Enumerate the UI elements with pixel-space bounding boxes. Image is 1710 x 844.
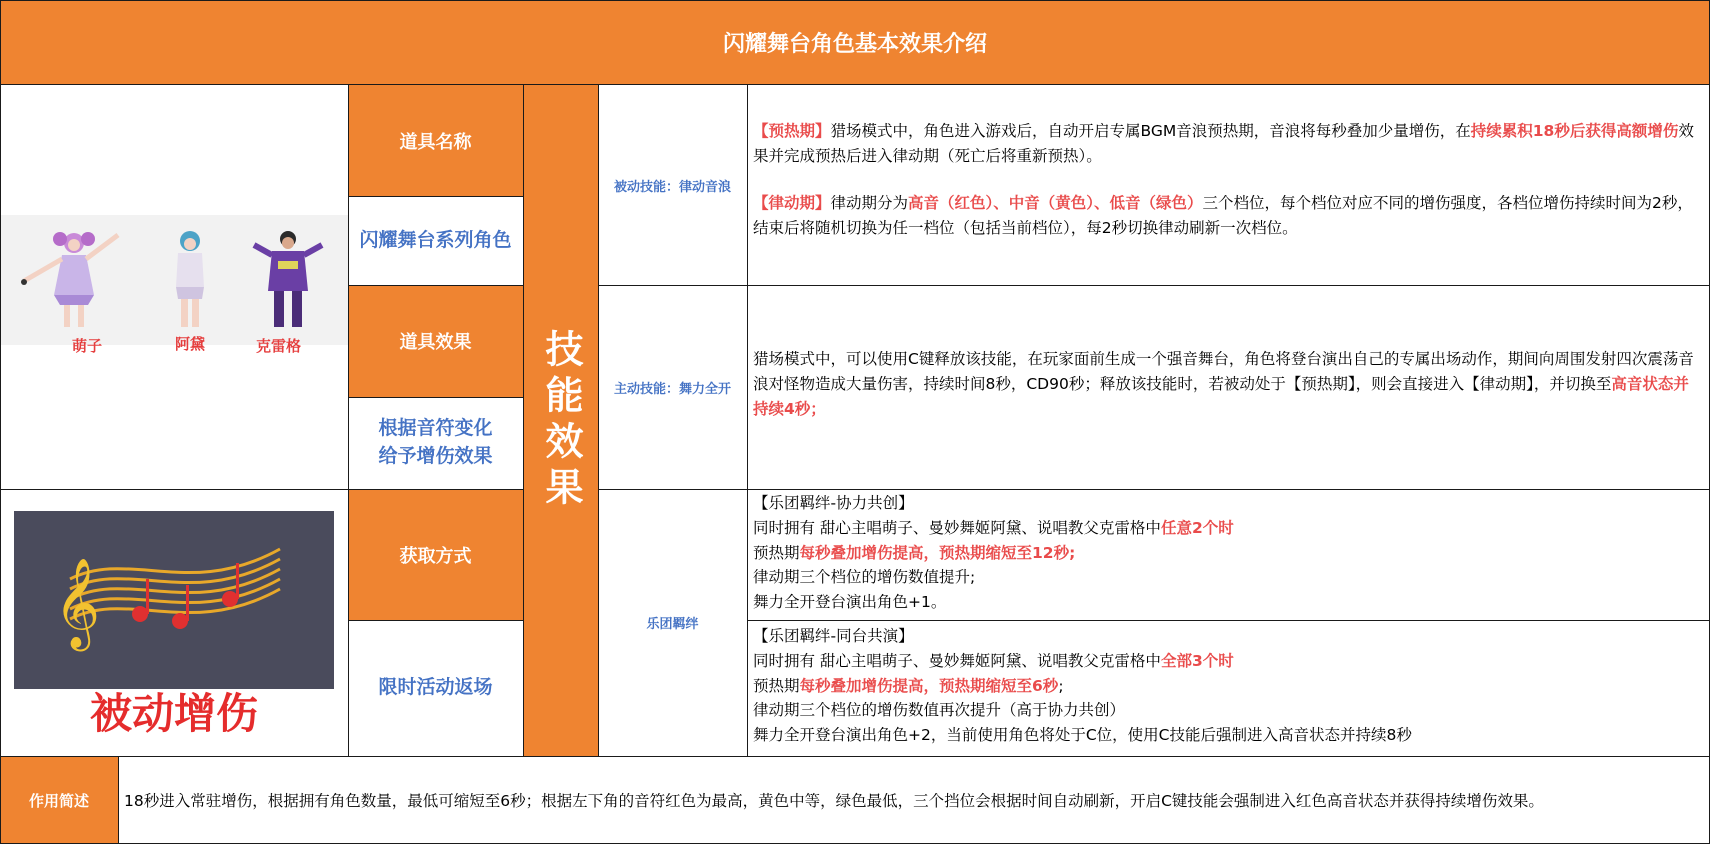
bond2-line1-highlight: 全部3个时 xyxy=(1160,651,1234,670)
bond2-line4: 舞力全开登台演出角色+2，当前使用角色将处于C位，使用C技能后强制进入高音状态并持续8秒 xyxy=(753,726,1412,745)
prop-name-value: 闪耀舞台系列角色 xyxy=(359,228,512,251)
bond-skill-label-cell xyxy=(598,489,747,756)
skill-header-cell xyxy=(523,85,598,756)
character-adai-figure xyxy=(160,225,220,330)
grid-line xyxy=(348,397,523,398)
prop-effect-value-cell xyxy=(348,397,523,489)
characters-image xyxy=(0,85,348,489)
bond1-line2 xyxy=(753,541,1704,566)
grid-line xyxy=(348,85,349,756)
svg-text:𝄞: 𝄞 xyxy=(54,558,101,648)
prop-effect-label: 道具效果 xyxy=(399,332,472,353)
bond2-line2-highlight: 每秒叠加增伤提高，预热期缩短至6秒 xyxy=(799,676,1059,695)
skill-header: 技能效果 xyxy=(539,328,584,513)
active-skill-label: 主动技能：舞力全开 xyxy=(613,381,731,397)
bond2-line1-text: 同时拥有 甜心主唱萌子、曼妙舞姬阿黛、说唱教父克雷格中 xyxy=(753,651,1161,670)
bond1-line1-highlight: 任意2个时 xyxy=(1160,518,1234,537)
summary-label-cell xyxy=(0,756,118,844)
grid-line xyxy=(118,756,119,844)
warmup-tag: 【预热期】 xyxy=(753,122,831,140)
active-skill-desc xyxy=(747,285,1710,489)
grid-line xyxy=(0,0,1,844)
active-highlight: 高音状态并持续4秒； xyxy=(753,375,1689,419)
bond1-title: 【乐团羁绊-协力共创】 xyxy=(753,494,914,512)
bond2-line2 xyxy=(753,674,1704,699)
prop-source-label: 获取方式 xyxy=(399,545,472,567)
passive-badge-image xyxy=(0,489,348,756)
bond1-line1-text: 同时拥有 甜心主唱萌子、曼妙舞姬阿黛、说唱教父克雷格中 xyxy=(753,518,1161,537)
grid-line xyxy=(0,756,1710,757)
rhythm-text2: 三个档位，每个档位对应不同的增伤强度，各档位增伤持续时间为2秒，结束后将随机切换为任一档位（包括当前档位），每2秒切换律动刷新一次档位。 xyxy=(753,194,1693,238)
bond2-line2-text: 预热期 xyxy=(753,676,800,695)
passive-skill-label: 被动技能：律动音浪 xyxy=(613,179,731,195)
grid-line xyxy=(747,620,1710,621)
music-note-icon xyxy=(40,529,310,669)
passive-skill-desc xyxy=(747,85,1710,285)
page-title: 闪耀舞台角色基本效果介绍 xyxy=(0,0,1710,85)
grid-line xyxy=(348,620,523,621)
prop-name-value-cell xyxy=(348,196,523,285)
warmup-text2: 效果并完成预热后进入律动期（死亡后将重新预热）。 xyxy=(753,122,1694,166)
active-skill-label-cell xyxy=(598,285,747,489)
prop-name-label-cell xyxy=(348,85,523,196)
rhythm-tag: 【律动期】 xyxy=(753,194,831,213)
grid-line xyxy=(0,84,1710,85)
grid-line xyxy=(0,489,523,490)
prop-source-value: 限时活动返场 xyxy=(378,676,493,699)
prop-name-label: 道具名称 xyxy=(399,131,472,153)
bond2-desc xyxy=(747,620,1710,756)
bond1-line2-text: 预热期 xyxy=(753,543,800,562)
bond1-line4: 舞力全开登台演出角色+1。 xyxy=(753,593,947,612)
grid-line xyxy=(598,489,1710,490)
bond1-desc xyxy=(747,489,1710,620)
character-name-craig: 克雷格 xyxy=(256,337,302,355)
character-craig-figure xyxy=(248,225,328,330)
bond-skill-label: 乐团羁绊 xyxy=(646,617,699,632)
character-name-adai: 阿黛 xyxy=(175,335,206,353)
bond2-title: 【乐团羁绊-同台共演】 xyxy=(753,627,914,645)
warmup-highlight: 持续累积18秒后获得高额增伤 xyxy=(1470,122,1679,140)
rhythm-paragraph xyxy=(753,191,1704,241)
warmup-paragraph xyxy=(753,119,1704,169)
prop-effect-value-line1: 根据音符变化 xyxy=(378,417,493,440)
grid-line xyxy=(747,85,748,756)
prop-effect-value-line2: 给予增伤效果 xyxy=(378,445,493,467)
bond1-line1 xyxy=(753,516,1704,541)
prop-source-label-cell xyxy=(348,489,523,620)
grid-line xyxy=(348,285,523,286)
rhythm-text1: 律动期分为 xyxy=(830,194,909,213)
prop-source-value-cell xyxy=(348,620,523,756)
character-name-mengzi: 萌子 xyxy=(72,337,103,355)
warmup-text1: 猎场模式中，角色进入游戏后，自动开启专属BGM音浪预热期，音浪将每秒叠加少量增伤，在 xyxy=(830,122,1471,140)
passive-skill-label-cell xyxy=(598,85,747,285)
grid-line xyxy=(598,85,599,756)
active-text: 猎场模式中，可以使用C键释放该技能，在玩家面前生成一个强音舞台，角色将登台演出自己的专属出场动作，期间向周围发射四次震荡音浪对怪物造成大量伤害，持续时间8秒，CD90秒；释放该技能时，若被动处于【预热期】，则会直接进入【律动期】，并切换至 xyxy=(753,350,1694,394)
summary-text: 18秒进入常驻增伤，根据拥有角色数量，最低可缩短至6秒；根据左下角的音符红色为最高，黄色中等，绿色最低，三个挡位会根据时间自动刷新，开启C键技能会强制进入红色高音状态并获得持续增伤效果。 xyxy=(124,792,1544,810)
active-paragraph xyxy=(753,347,1704,422)
grid-line xyxy=(348,196,523,197)
bond1-line3: 律动期三个档位的增伤数值提升; xyxy=(753,568,976,587)
bond2-line2-tail: ; xyxy=(1058,676,1064,695)
rhythm-highlight: 高音（红色）、中音（黄色）、低音（绿色） xyxy=(908,194,1203,213)
bond1-line2-highlight: 每秒叠加增伤提高，预热期缩短至12秒; xyxy=(799,543,1076,562)
passive-badge-text: 被动增伤 xyxy=(89,689,258,738)
character-mengzi-figure xyxy=(14,225,134,330)
summary-label: 作用简述 xyxy=(28,791,89,810)
bond2-line1 xyxy=(753,649,1704,674)
bond2-line3: 律动期三个档位的增伤数值再次提升（高于协力共创） xyxy=(753,701,1126,720)
prop-effect-label-cell xyxy=(348,285,523,397)
grid-line xyxy=(598,285,1710,286)
grid-line xyxy=(0,0,1710,1)
grid-line xyxy=(523,85,524,756)
summary-text-cell xyxy=(118,756,1710,844)
